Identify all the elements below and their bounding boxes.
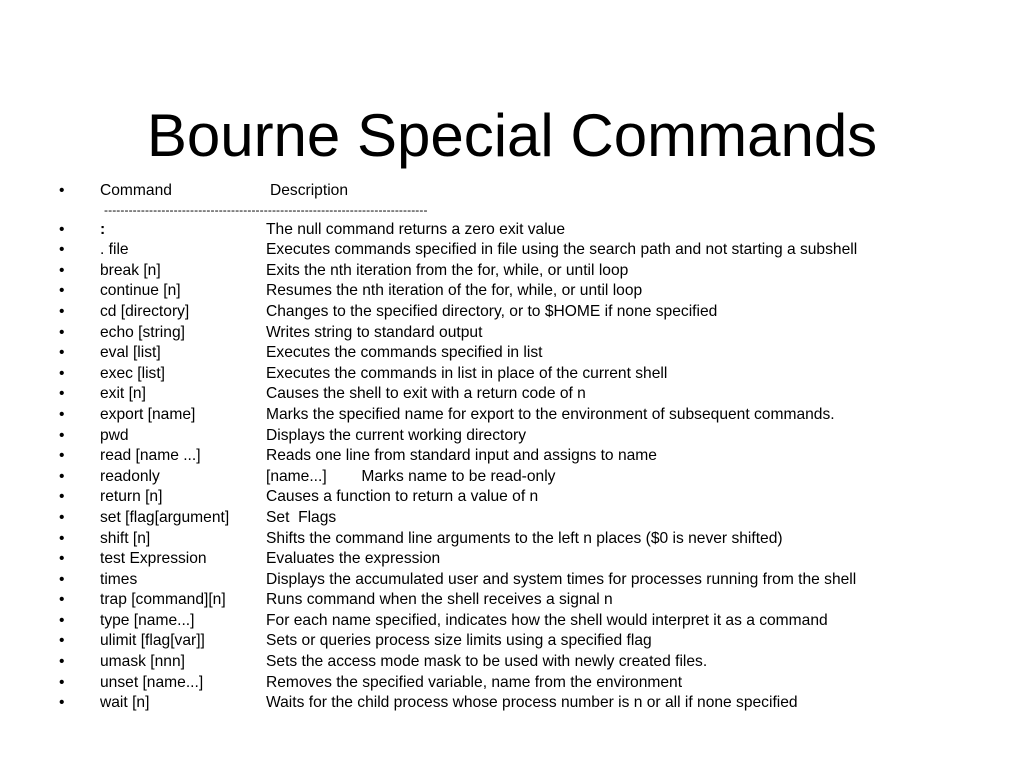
list-item bbox=[59, 405, 1009, 426]
bullet-icon: • bbox=[59, 570, 65, 588]
list-item bbox=[59, 220, 1009, 241]
list-item bbox=[59, 652, 1009, 673]
list-item bbox=[59, 673, 1009, 694]
command-description: Runs command when the shell receives a signal n bbox=[266, 591, 613, 609]
command-description: Reads one line from standard input and assigns to name bbox=[266, 447, 657, 465]
command-description: Evaluates the expression bbox=[266, 550, 441, 568]
bullet-icon: • bbox=[59, 632, 65, 650]
slide-title: Bourne Special Commands bbox=[146, 102, 878, 170]
bullet-icon: • bbox=[59, 261, 65, 279]
command-name: export [name] bbox=[100, 405, 196, 423]
command-description: Exits the nth iteration from the for, while, or until loop bbox=[266, 261, 629, 279]
description-column-header: Description bbox=[270, 182, 348, 199]
command-name: pwd bbox=[100, 426, 129, 444]
command-description: Sets the access mode mask to be used with newly created files. bbox=[266, 653, 708, 671]
bullet-icon: • bbox=[59, 282, 65, 300]
command-description: Marks the specified name for export to the environment of subsequent commands. bbox=[266, 405, 835, 423]
command-name: shift [n] bbox=[100, 529, 151, 547]
bullet-icon: • bbox=[59, 673, 65, 691]
list-item bbox=[59, 631, 1009, 652]
bullet-icon: • bbox=[59, 550, 65, 568]
command-name: type [name...] bbox=[100, 611, 195, 629]
list-item bbox=[59, 323, 1009, 344]
command-name: exec [list] bbox=[100, 364, 165, 382]
bullet-icon: • bbox=[59, 488, 65, 506]
command-name: cd [directory] bbox=[100, 302, 190, 320]
list-item bbox=[59, 611, 1009, 632]
bullet-icon: • bbox=[59, 220, 65, 238]
list-item bbox=[59, 261, 1009, 282]
command-description: Writes string to standard output bbox=[266, 323, 483, 341]
command-description: Displays the accumulated user and system times for processes running from the shell bbox=[266, 570, 857, 588]
list-item bbox=[59, 240, 1009, 261]
command-name: readonly bbox=[100, 467, 160, 485]
command-description: Waits for the child process whose process number is n or all if none specified bbox=[266, 694, 798, 712]
command-description: Causes a function to return a value of n bbox=[266, 488, 539, 506]
bullet-icon: • bbox=[59, 323, 65, 341]
bullet-icon: • bbox=[59, 508, 65, 526]
list-item bbox=[59, 549, 1009, 570]
command-description: Executes the commands specified in list bbox=[266, 344, 543, 362]
list-item bbox=[59, 446, 1009, 467]
command-name: unset [name...] bbox=[100, 673, 204, 691]
command-description: Removes the specified variable, name from the environment bbox=[266, 673, 683, 691]
bullet-icon: • bbox=[59, 529, 65, 547]
command-name: ulimit [flag[var]] bbox=[100, 632, 205, 650]
list-item bbox=[59, 570, 1009, 591]
list-item bbox=[59, 487, 1009, 508]
command-name: read [name ...] bbox=[100, 447, 201, 465]
command-name: break [n] bbox=[100, 261, 161, 279]
command-description: Executes commands specified in file using the search path and not starting a subshell bbox=[266, 241, 858, 259]
bullet-icon: • bbox=[59, 611, 65, 629]
bullet-icon: • bbox=[59, 467, 65, 485]
command-name: exit [n] bbox=[100, 385, 146, 403]
command-name: trap [command][n] bbox=[100, 591, 226, 609]
command-description: Sets or queries process size limits using a specified flag bbox=[266, 632, 652, 650]
list-item bbox=[59, 529, 1009, 550]
command-description: For each name specified, indicates how the shell would interpret it as a command bbox=[266, 611, 828, 629]
command-name: return [n] bbox=[100, 488, 163, 506]
command-name: echo [string] bbox=[100, 323, 185, 341]
command-description: Executes the commands in list in place of the current shell bbox=[266, 364, 668, 382]
list-header-row bbox=[59, 181, 1009, 202]
bullet-icon: • bbox=[59, 405, 65, 423]
bullet-icon: • bbox=[59, 241, 65, 259]
bullet-icon: • bbox=[59, 591, 65, 609]
command-name: . file bbox=[100, 241, 129, 259]
command-description: Set Flags bbox=[266, 508, 337, 526]
command-list bbox=[59, 181, 1009, 714]
list-item bbox=[59, 693, 1009, 714]
list-item bbox=[59, 508, 1009, 529]
header-separator-row bbox=[59, 202, 1009, 220]
list-item bbox=[59, 281, 1009, 302]
command-description: Shifts the command line arguments to the left n places ($0 is never shifted) bbox=[266, 529, 783, 547]
bullet-icon: • bbox=[59, 344, 65, 362]
command-name: continue [n] bbox=[100, 282, 181, 300]
command-name: wait [n] bbox=[100, 694, 150, 712]
command-description: The null command returns a zero exit value bbox=[266, 220, 566, 238]
list-item bbox=[59, 364, 1009, 385]
list-item bbox=[59, 467, 1009, 488]
command-name: eval [list] bbox=[100, 344, 161, 362]
bullet-icon: • bbox=[59, 694, 65, 712]
bullet-icon: • bbox=[59, 447, 65, 465]
bullet-icon: • bbox=[59, 182, 65, 199]
command-description: [name...] Marks name to be read-only bbox=[266, 467, 556, 485]
command-description: Changes to the specified directory, or to $HOME if none specified bbox=[266, 302, 718, 320]
command-name: times bbox=[100, 570, 138, 588]
header-separator: ------------------------------------------------------------------------------- bbox=[104, 202, 428, 217]
list-item bbox=[59, 426, 1009, 447]
command-name: test Expression bbox=[100, 550, 207, 568]
command-name: umask [nnn] bbox=[100, 653, 185, 671]
command-description: Causes the shell to exit with a return code of n bbox=[266, 385, 586, 403]
list-item bbox=[59, 590, 1009, 611]
bullet-icon: • bbox=[59, 426, 65, 444]
command-description: Displays the current working directory bbox=[266, 426, 526, 444]
list-item bbox=[59, 384, 1009, 405]
command-column-header: Command bbox=[100, 182, 172, 199]
command-description: Resumes the nth iteration of the for, while, or until loop bbox=[266, 282, 643, 300]
bullet-icon: • bbox=[59, 653, 65, 671]
bullet-icon: • bbox=[59, 302, 65, 320]
bullet-icon: • bbox=[59, 364, 65, 382]
list-item bbox=[59, 343, 1009, 364]
command-name: : bbox=[100, 220, 106, 238]
list-item bbox=[59, 302, 1009, 323]
bullet-icon: • bbox=[59, 385, 65, 403]
command-name: set [flag[argument] bbox=[100, 508, 230, 526]
